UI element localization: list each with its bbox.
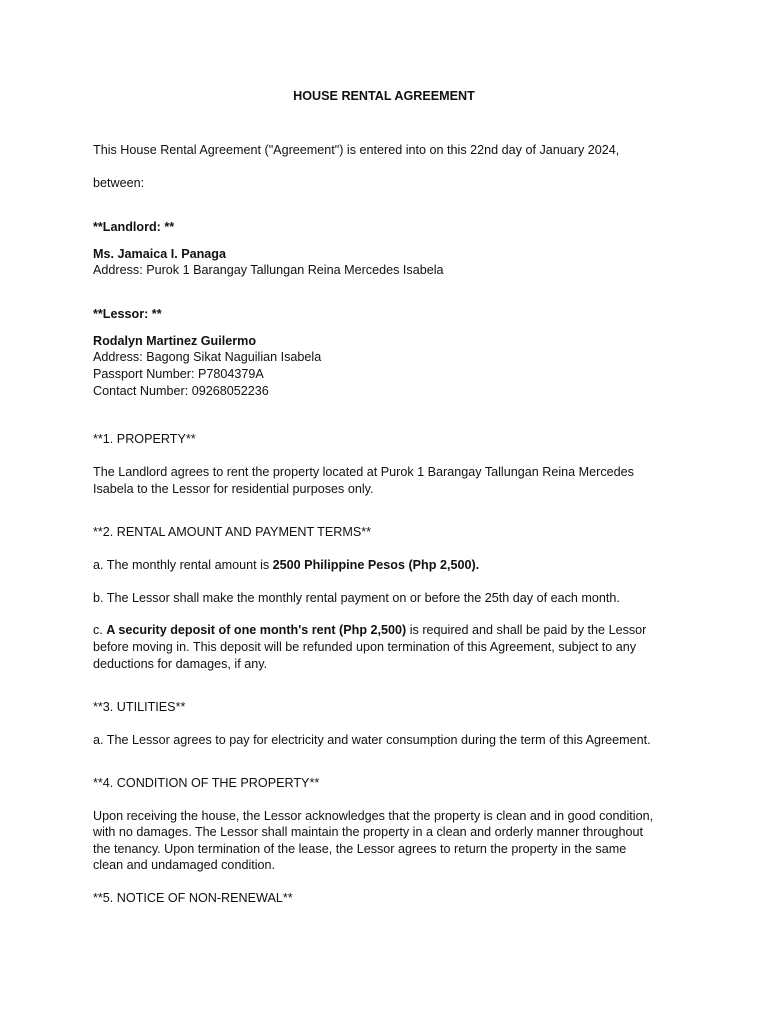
section-2-item-a-text: a. The monthly rental amount is: [93, 558, 273, 572]
section-5-heading: **5. NOTICE OF NON-RENEWAL**: [93, 891, 293, 905]
section-2-item-a: [93, 557, 479, 574]
lessor-contact: Contact Number: 09268052236: [93, 384, 269, 398]
lessor-name: Rodalyn Martinez Guilermo: [93, 334, 257, 348]
landlord-address: Address: Purok 1 Barangay Tallungan Reina Mercedes Isabela: [93, 263, 444, 277]
intro-line-1: This House Rental Agreement ("Agreement") is entered into on this 22nd day of January 2024,: [93, 143, 620, 157]
section-2-heading: **2. RENTAL AMOUNT AND PAYMENT TERMS**: [93, 525, 372, 539]
section-3-item-a: a. The Lessor agrees to pay for electricity and water consumption during the term of this Agreement.: [93, 733, 651, 747]
section-1-heading: **1. PROPERTY**: [93, 432, 196, 446]
section-4-line-3: the tenancy. Upon termination of the lease, the Lessor agrees to return the property in the same: [93, 842, 627, 856]
lessor-heading: **Lessor: **: [93, 307, 162, 321]
section-1-line-2: Isabela to the Lessor for residential purposes only.: [93, 482, 374, 496]
intro-line-2: between:: [93, 176, 145, 190]
section-2-item-c-deposit: A security deposit of one month's rent (Php 2,500): [106, 623, 407, 637]
section-2-item-c: [93, 622, 646, 639]
lessor-passport: Passport Number: P7804379A: [93, 367, 264, 381]
section-2-item-c-line-3: deductions for damages, if any.: [93, 657, 268, 671]
section-3-heading: **3. UTILITIES**: [93, 700, 186, 714]
section-1-line-1: The Landlord agrees to rent the property located at Purok 1 Barangay Tallungan Reina Mercedes: [93, 465, 634, 479]
section-4-line-2: with no damages. The Lessor shall maintain the property in a clean and orderly manner throughout: [93, 825, 644, 839]
section-4-line-4: clean and undamaged condition.: [93, 858, 276, 872]
landlord-name: Ms. Jamaica I. Panaga: [93, 247, 227, 261]
section-2-item-c-line-2: before moving in. This deposit will be refunded upon termination of this Agreement, subject to any: [93, 640, 637, 654]
section-4-line-1: Upon receiving the house, the Lessor acknowledges that the property is clean and in good condition,: [93, 809, 654, 823]
document-title: HOUSE RENTAL AGREEMENT: [293, 89, 475, 103]
section-2-item-b: b. The Lessor shall make the monthly rental payment on or before the 25th day of each month.: [93, 591, 620, 605]
section-4-heading: **4. CONDITION OF THE PROPERTY**: [93, 776, 320, 790]
section-2-item-c-prefix: c.: [93, 623, 107, 637]
landlord-heading: **Landlord: **: [93, 220, 175, 234]
lessor-address: Address: Bagong Sikat Naguilian Isabela: [93, 350, 322, 364]
section-2-item-c-text: is required and shall be paid by the Lessor: [406, 623, 647, 637]
section-2-item-a-amount: 2500 Philippine Pesos (Php 2,500).: [272, 558, 480, 572]
